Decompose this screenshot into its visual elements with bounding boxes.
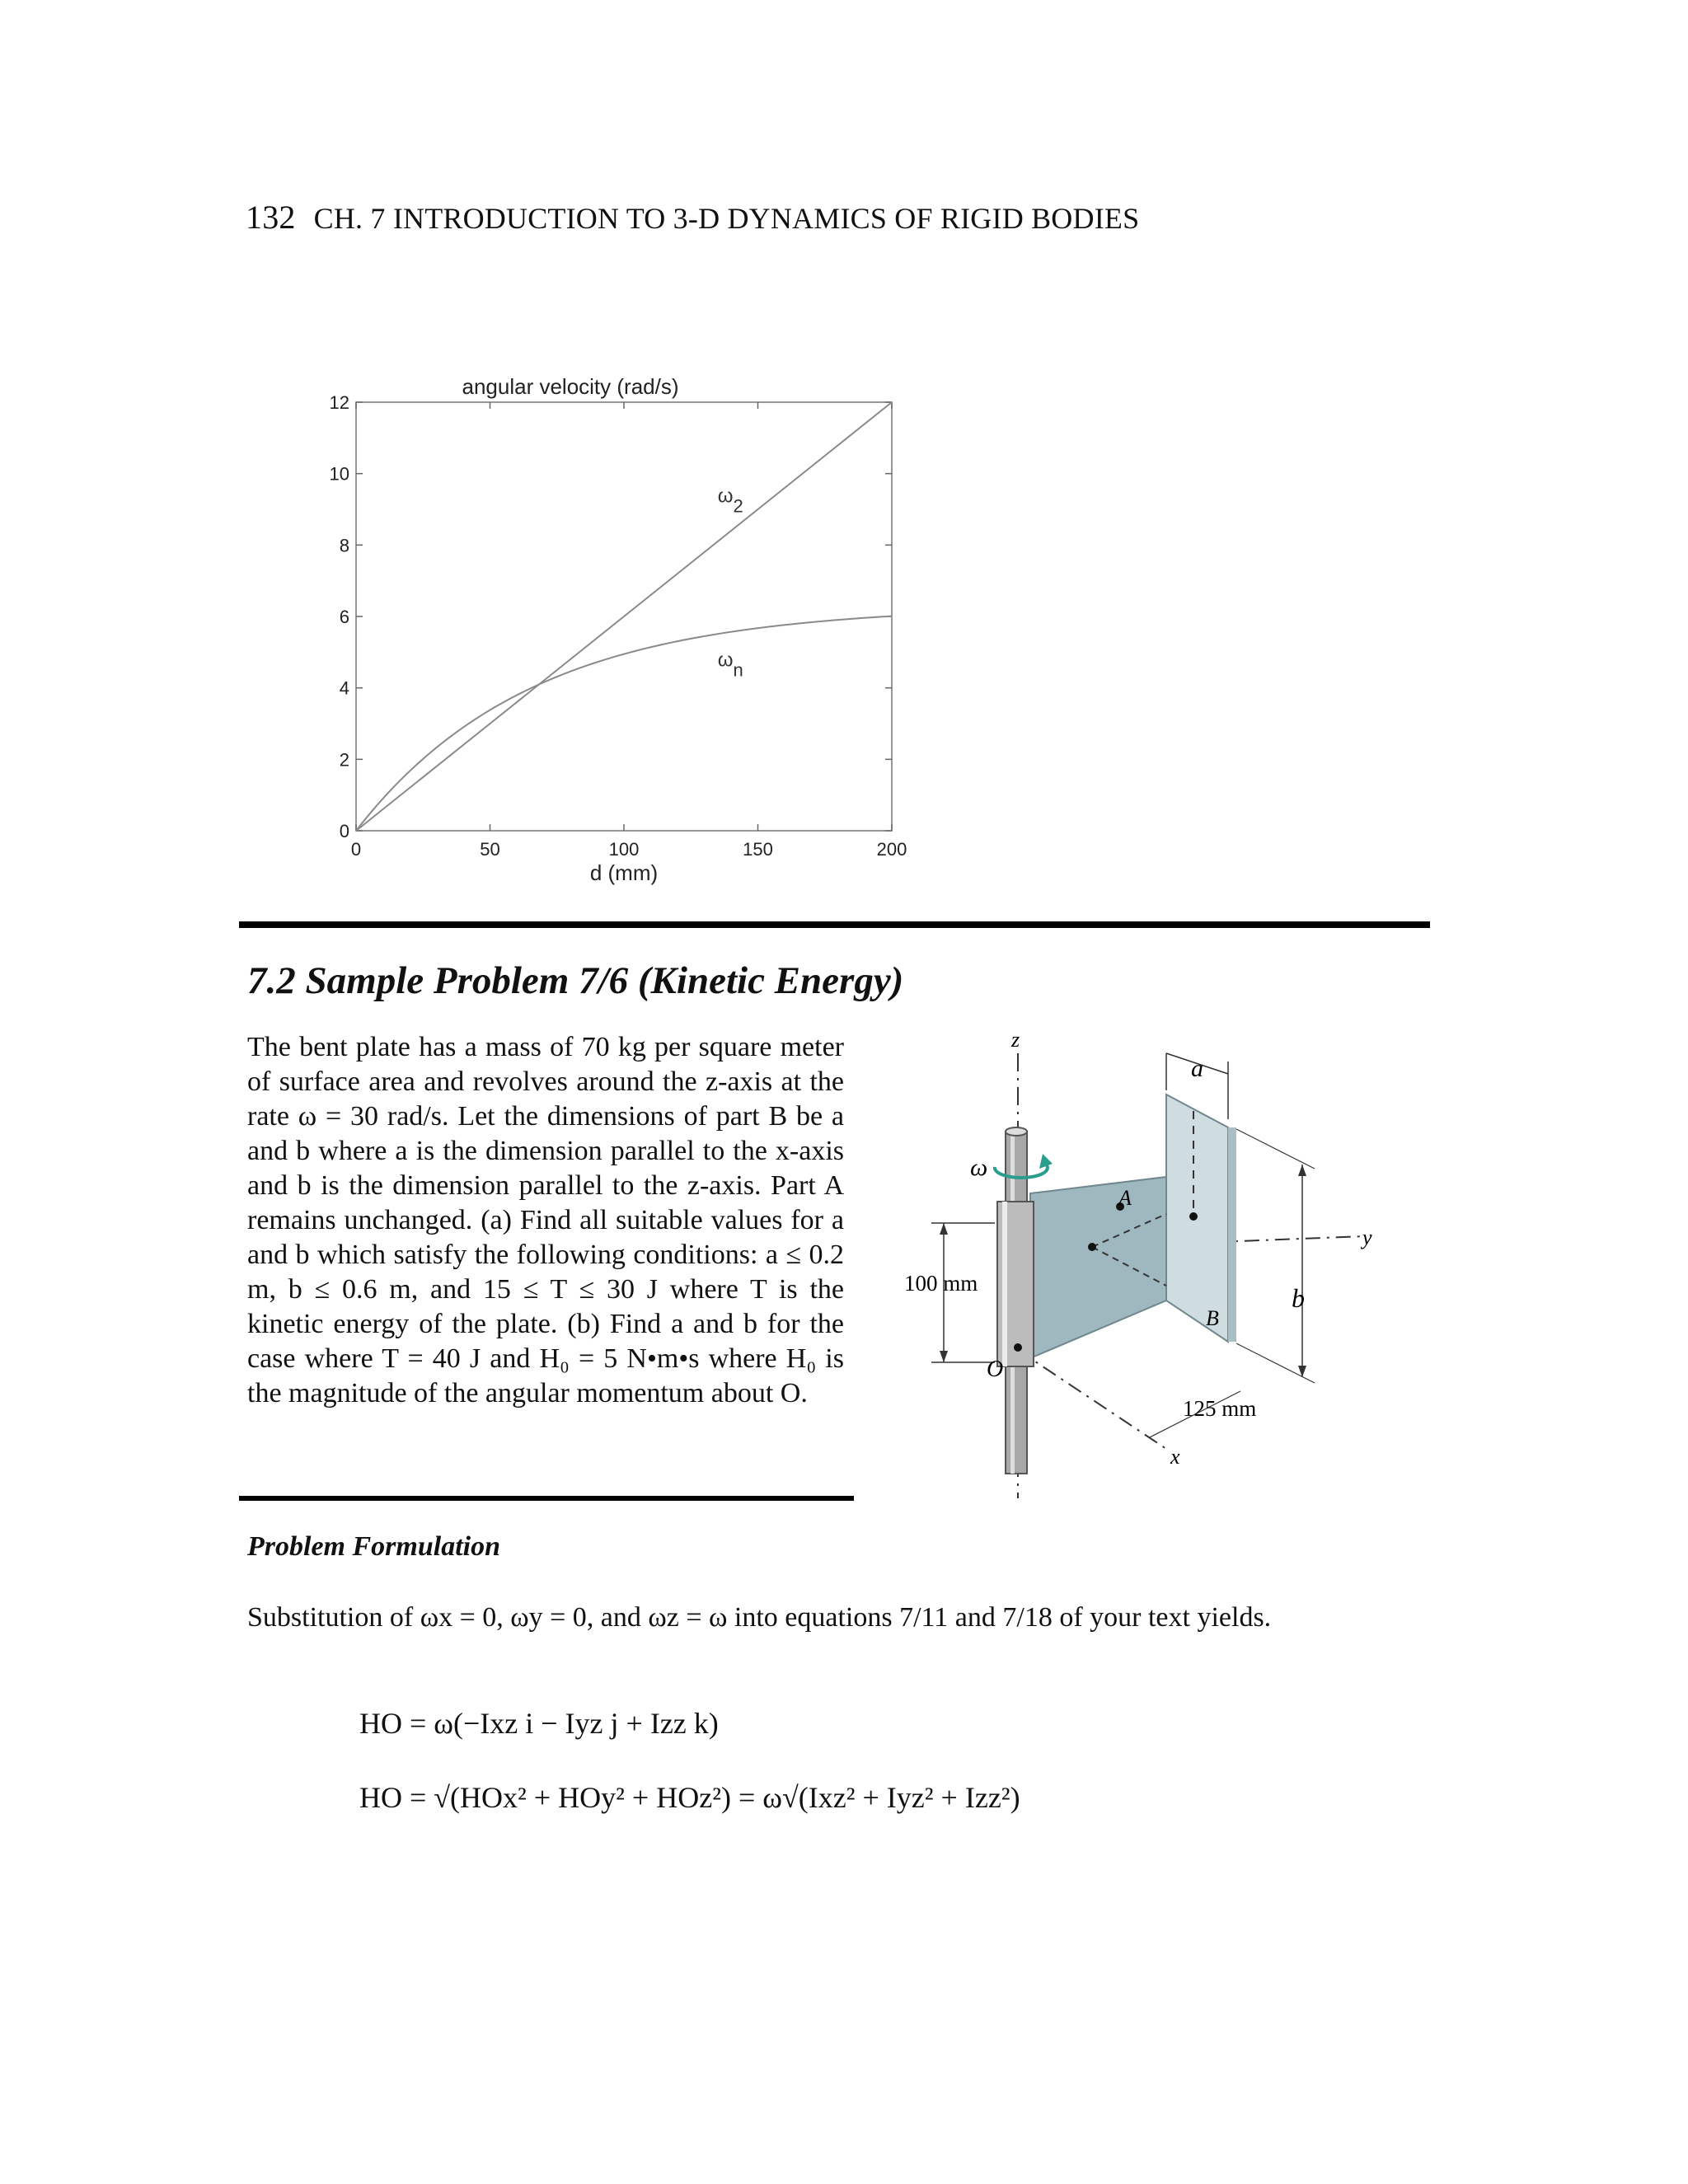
formulation-heading: Problem Formulation [247, 1531, 500, 1562]
point-o-dot [1014, 1343, 1022, 1352]
centroid-b [1189, 1212, 1198, 1221]
running-header [246, 198, 1139, 237]
bent-plate-figure [894, 1029, 1389, 1507]
label-plate-a: A [1118, 1186, 1132, 1210]
omega-n-label: ωn [717, 649, 743, 681]
running-title: CH. 7 INTRODUCTION TO 3-D DYNAMICS OF RIGID BODIES [313, 202, 1140, 235]
x-tick-label: 150 [743, 839, 773, 860]
equation-angular-momentum-magnitude: HO = √(HOx² + HOy² + HOz²) = ω√(Ixz² + Iyz² + Izz²) [359, 1781, 1020, 1814]
label-x: x [1170, 1445, 1180, 1469]
label-omega: ω [970, 1154, 988, 1181]
x-tick-label: 200 [876, 839, 907, 860]
y-tick-label: 2 [339, 749, 349, 771]
label-100mm: 100 mm [904, 1271, 978, 1296]
y-tick-label: 12 [329, 392, 349, 413]
section-divider [239, 921, 1430, 928]
label-125mm: 125 mm [1183, 1396, 1257, 1421]
label-y: y [1362, 1226, 1372, 1249]
label-b: b [1292, 1283, 1305, 1313]
page-number: 132 [246, 199, 296, 236]
plate-a [1030, 1177, 1166, 1358]
angular-velocity-chart [313, 363, 940, 890]
y-tick-label: 6 [339, 607, 349, 627]
equation-angular-momentum-vector: HO = ω(−Ixz i − Iyz j + Izz k) [359, 1707, 719, 1740]
x-tick-label: 50 [480, 839, 500, 860]
section-title: 7.2 Sample Problem 7/6 (Kinetic Energy) [247, 959, 904, 1002]
problem-divider [239, 1496, 854, 1501]
series-line-omega-2 [356, 402, 892, 831]
x-axis-label: d (mm) [589, 860, 659, 885]
x-axis-line [1018, 1350, 1166, 1449]
chart-title: angular velocity (rad/s) [462, 374, 679, 399]
y-tick-label: 4 [339, 677, 349, 699]
x-tick-label: 100 [608, 839, 640, 860]
omega-2-label: ω2 [717, 485, 743, 517]
y-tick-label: 8 [339, 535, 349, 556]
formulation-paragraph: Substitution of ωx = 0, ωy = 0, and ωz = ω into equations 7/11 and 7/18 of your text yields. [247, 1602, 1272, 1633]
plate-b-edge [1228, 1127, 1236, 1342]
label-a: a [1191, 1055, 1203, 1082]
centroid-axis [1088, 1243, 1096, 1251]
x-tick-label: 0 [350, 839, 362, 860]
problem-statement: The bent plate has a mass of 70 kg per square meter of surface area and revolves around the z-axis at the rate ω = 30 rad/s. Let the dimensions of part B be a and b where a is the dimension parallel to the x-axis and b is the dimension parallel to the z-axis. Part A remains unchanged. (a) Find all suitable values for a and b which satisfy the following conditions: a ≤ 0.2 m, b ≤ 0.6 m, and 15 ≤ T ≤ 30 J where T is the kinetic energy of the plate. (b) Find a and b for the case where T = 40 J and H₀ = 5 N•m•s where H₀ is the magnitude of the angular momentum about O. [247, 1032, 844, 1408]
y-tick-label: 10 [329, 463, 349, 485]
y-tick-label: 0 [339, 821, 349, 841]
series-line-omega-n [356, 616, 892, 831]
label-o: O [987, 1357, 1004, 1382]
label-plate-b: B [1206, 1306, 1219, 1330]
label-z: z [1011, 1029, 1020, 1052]
